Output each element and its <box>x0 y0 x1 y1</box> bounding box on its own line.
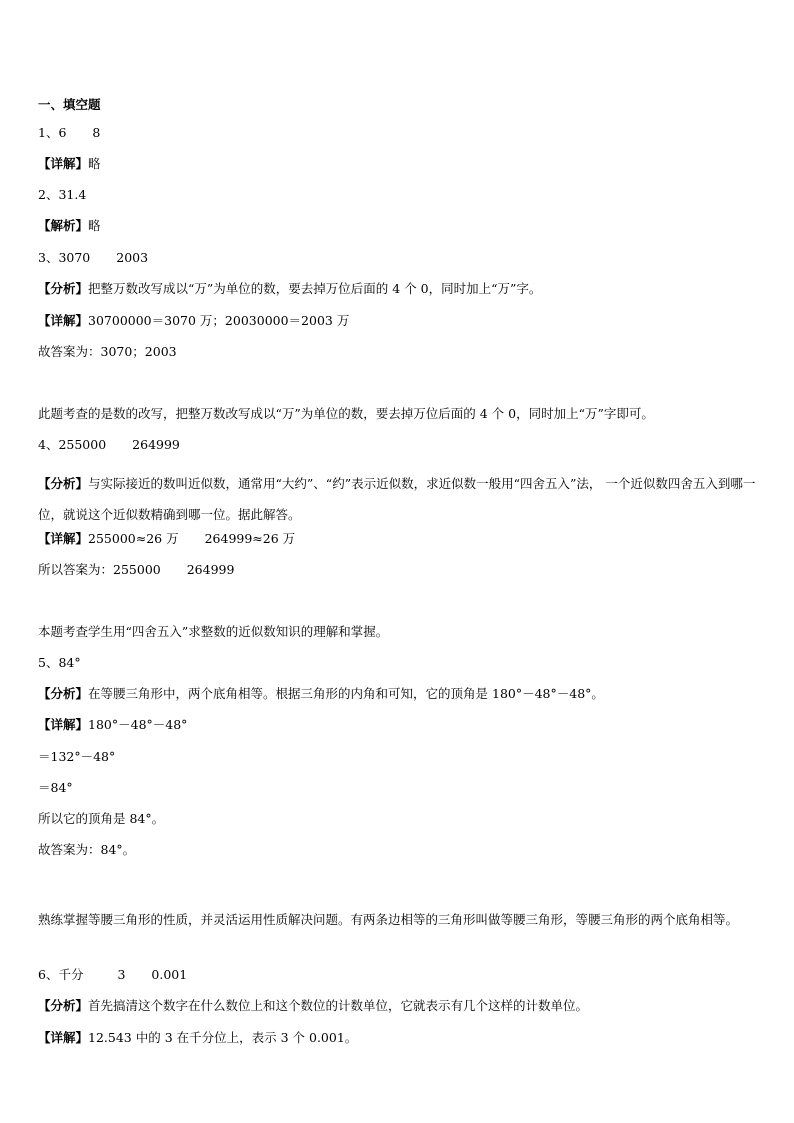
answer-value: 2003 <box>116 250 149 265</box>
detail-text: 30700000＝3070 万；20030000＝2003 万 <box>88 313 350 328</box>
answer-value: 千分 <box>58 967 84 982</box>
question-3-final-answer <box>38 344 764 360</box>
detail-value: 264999≈26 万 <box>204 531 296 546</box>
question-number: 5、 <box>38 655 59 670</box>
answer-value: 0.001 <box>151 967 188 982</box>
final-answer-text: 故答案为：84°。 <box>38 842 136 857</box>
question-number: 3、 <box>38 250 59 265</box>
question-6-answer <box>38 967 764 983</box>
answer-value: 31.4 <box>58 187 87 202</box>
step-text: ＝132°－48° <box>38 749 116 764</box>
question-3-analysis <box>38 281 764 297</box>
detail-tag: 【详解】 <box>38 531 89 546</box>
question-5-step-2 <box>38 780 764 796</box>
answer-value: 8 <box>92 125 101 140</box>
conclusion-text: 所以它的顶角是 84°。 <box>38 811 165 826</box>
question-number: 4、 <box>38 437 59 452</box>
analysis-tag: 【分析】 <box>38 476 89 491</box>
question-4-detail <box>38 531 764 547</box>
question-2-analysis <box>38 218 764 234</box>
detail-text: 略 <box>88 156 101 171</box>
final-answer-value: 255000 <box>113 562 161 577</box>
question-4-summary <box>38 624 764 640</box>
question-5-conclusion <box>38 811 764 827</box>
detail-text: 180°－48°－48° <box>88 717 188 732</box>
section-title-text: 一、填空题 <box>38 97 101 112</box>
question-5-final-answer <box>38 842 764 858</box>
question-1-detail <box>38 156 764 172</box>
summary-text: 熟练掌握等腰三角形的性质，并灵活运用性质解决问题。有两条边相等的三角形叫做等腰三角形，等腰三角形的两个底角相等。 <box>38 912 739 927</box>
question-5-summary <box>38 904 764 935</box>
question-3-answer <box>38 250 764 266</box>
summary-text: 此题考查的是数的改写，把整万数改写成以“万”为单位的数，要去掉万位后面的 4 个 0，同时加上“万”字即可。 <box>38 406 654 421</box>
question-5-detail <box>38 717 764 733</box>
answer-value: 84° <box>58 655 81 670</box>
answer-value: 255000 <box>58 437 107 452</box>
question-6-analysis <box>38 998 764 1014</box>
detail-value: 255000≈26 万 <box>88 531 179 546</box>
question-4-final-answer <box>38 562 764 578</box>
question-3-summary <box>38 406 764 422</box>
analysis-tag: 【分析】 <box>38 686 89 701</box>
section-title <box>38 97 764 113</box>
detail-tag: 【详解】 <box>38 717 89 732</box>
question-3-detail <box>38 313 764 329</box>
question-4-analysis <box>38 468 764 530</box>
analysis-text: 首先搞清这个数字在什么数位上和这个数位的计数单位，它就表示有几个这样的计数单位。 <box>88 998 589 1013</box>
analysis-tag: 【分析】 <box>38 998 89 1013</box>
analysis-text: 与实际接近的数叫近似数，通常用“大约”、“约”表示近似数，求近似数一般用“四舍五入”法， 一个近似数四舍五入到哪一位，就说这个近似数精确到哪一位。据此解答。 <box>38 476 756 522</box>
analysis-tag: 【分析】 <box>38 281 89 296</box>
answer-value: 6 <box>58 125 67 140</box>
step-text: ＝84° <box>38 780 73 795</box>
detail-tag: 【详解】 <box>38 156 89 171</box>
answer-value: 3 <box>117 967 126 982</box>
answer-value: 264999 <box>132 437 180 452</box>
detail-text: 12.543 中的 3 在千分位上，表示 3 个 0.001。 <box>88 1030 358 1045</box>
question-5-analysis <box>38 686 764 702</box>
final-answer-text: 故答案为：3070；2003 <box>38 344 177 359</box>
detail-tag: 【详解】 <box>38 313 89 328</box>
analysis-text: 在等腰三角形中，两个底角相等。根据三角形的内角和可知，它的顶角是 180°－48°－48°。 <box>88 686 604 701</box>
question-2-answer <box>38 187 764 203</box>
final-answer-label: 所以答案为： <box>38 562 114 577</box>
question-1-answer <box>38 125 764 141</box>
analysis-tag: 【解析】 <box>38 218 89 233</box>
analysis-text: 略 <box>88 218 101 233</box>
summary-text: 本题考查学生用“四舍五入”求整数的近似数知识的理解和掌握。 <box>38 624 389 639</box>
question-number: 1、 <box>38 125 59 140</box>
final-answer-value: 264999 <box>186 562 235 577</box>
question-5-answer <box>38 655 764 671</box>
question-number: 2、 <box>38 187 59 202</box>
question-4-answer <box>38 437 764 453</box>
analysis-text: 把整万数改写成以“万”为单位的数，要去掉万位后面的 4 个 0，同时加上“万”字。 <box>88 281 542 296</box>
question-6-detail <box>38 1030 764 1046</box>
question-5-step-1 <box>38 749 764 765</box>
detail-tag: 【详解】 <box>38 1030 89 1045</box>
question-number: 6、 <box>38 967 59 982</box>
answer-value: 3070 <box>58 250 91 265</box>
